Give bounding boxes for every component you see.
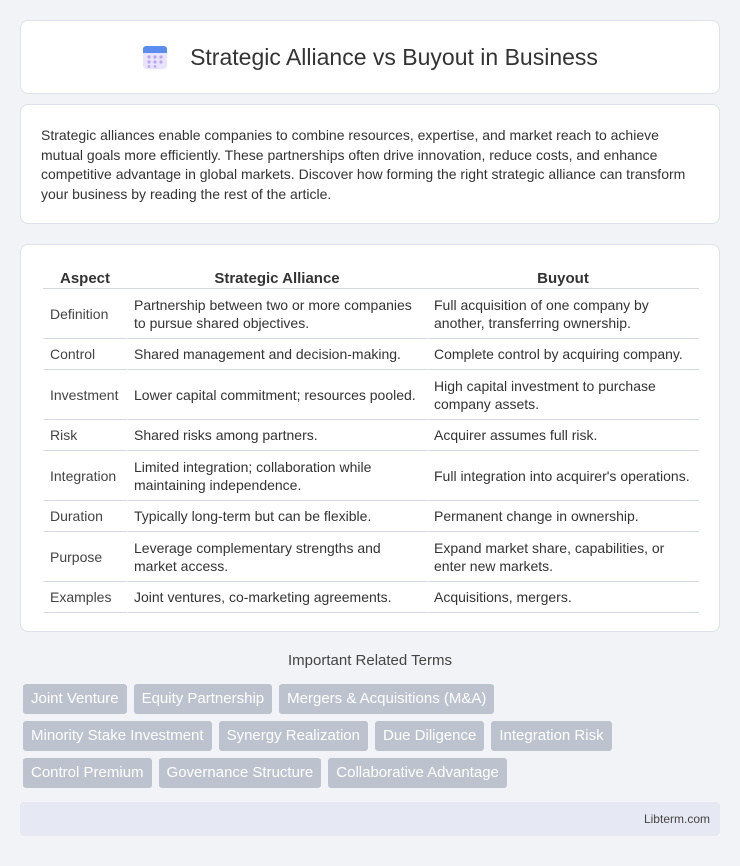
table-row: [43, 370, 699, 420]
cell-buyout: Complete control by acquiring company.: [427, 339, 699, 370]
cell-alliance: Partnership between two or more companies to pursue shared objectives.: [127, 289, 427, 339]
footer: [20, 802, 720, 836]
calendar-icon: [142, 44, 168, 70]
tag-equity-partnership[interactable]: Equity Partnership: [134, 684, 273, 714]
tag-synergy-realization[interactable]: Synergy Realization: [219, 721, 368, 751]
page-title: Strategic Alliance vs Buyout in Business: [190, 43, 598, 70]
tag-row: [23, 721, 723, 751]
cell-buyout: Full integration into acquirer's operations.: [427, 451, 699, 501]
cell-aspect: Definition: [43, 289, 127, 339]
cell-alliance: Joint ventures, co-marketing agreements.: [127, 582, 427, 613]
tag-minority-stake[interactable]: Minority Stake Investment: [23, 721, 212, 751]
tag-row: [23, 758, 723, 788]
table-row: [43, 532, 699, 582]
cell-aspect: Control: [43, 339, 127, 370]
header-alliance: Strategic Alliance: [127, 265, 427, 289]
cell-aspect: Duration: [43, 501, 127, 532]
cell-buyout: Permanent change in ownership.: [427, 501, 699, 532]
tag-collaborative-advantage[interactable]: Collaborative Advantage: [328, 758, 507, 788]
header-card: [20, 20, 720, 94]
cell-alliance: Typically long-term but can be flexible.: [127, 501, 427, 532]
header-aspect: Aspect: [43, 265, 127, 289]
tag-row: [23, 684, 723, 714]
footer-site-link[interactable]: Libterm.com: [643, 812, 710, 826]
intro-card: [20, 104, 720, 224]
tag-joint-venture[interactable]: Joint Venture: [23, 684, 127, 714]
cell-buyout: High capital investment to purchase company assets.: [427, 370, 699, 420]
comparison-table: [43, 265, 699, 613]
table-row: [43, 582, 699, 613]
tag-governance-structure[interactable]: Governance Structure: [159, 758, 322, 788]
table-row: [43, 420, 699, 451]
tag-mergers-acquisitions[interactable]: Mergers & Acquisitions (M&A): [279, 684, 494, 714]
intro-text: Strategic alliances enable companies to combine resources, expertise, and market reach to achieve mutual goals more efficiently. These partnerships often drive innovation, reduce costs, and enhance competitive advantage in global markets. Discover how forming the right strategic alliance can transform your business by reading the rest of the article.: [41, 127, 686, 202]
cell-alliance: Shared management and decision-making.: [127, 339, 427, 370]
related-terms: [23, 684, 723, 795]
cell-alliance: Limited integration; collaboration while maintaining independence.: [127, 451, 427, 501]
cell-alliance: Lower capital commitment; resources pooled.: [127, 370, 427, 420]
cell-buyout: Expand market share, capabilities, or enter new markets.: [427, 532, 699, 582]
table-header-row: [43, 265, 699, 289]
cell-buyout: Full acquisition of one company by another, transferring ownership.: [427, 289, 699, 339]
cell-aspect: Investment: [43, 370, 127, 420]
cell-buyout: Acquisitions, mergers.: [427, 582, 699, 613]
cell-aspect: Risk: [43, 420, 127, 451]
cell-alliance: Shared risks among partners.: [127, 420, 427, 451]
comparison-card: [20, 244, 720, 632]
cell-alliance: Leverage complementary strengths and market access.: [127, 532, 427, 582]
tag-due-diligence[interactable]: Due Diligence: [375, 721, 484, 751]
cell-aspect: Examples: [43, 582, 127, 613]
cell-buyout: Acquirer assumes full risk.: [427, 420, 699, 451]
cell-aspect: Integration: [43, 451, 127, 501]
header-buyout: Buyout: [427, 265, 699, 289]
tag-control-premium[interactable]: Control Premium: [23, 758, 152, 788]
table-row: [43, 501, 699, 532]
table-row: [43, 451, 699, 501]
table-row: [43, 339, 699, 370]
related-terms-title: Important Related Terms: [288, 652, 452, 669]
table-row: [43, 289, 699, 339]
tag-integration-risk[interactable]: Integration Risk: [491, 721, 611, 751]
cell-aspect: Purpose: [43, 532, 127, 582]
